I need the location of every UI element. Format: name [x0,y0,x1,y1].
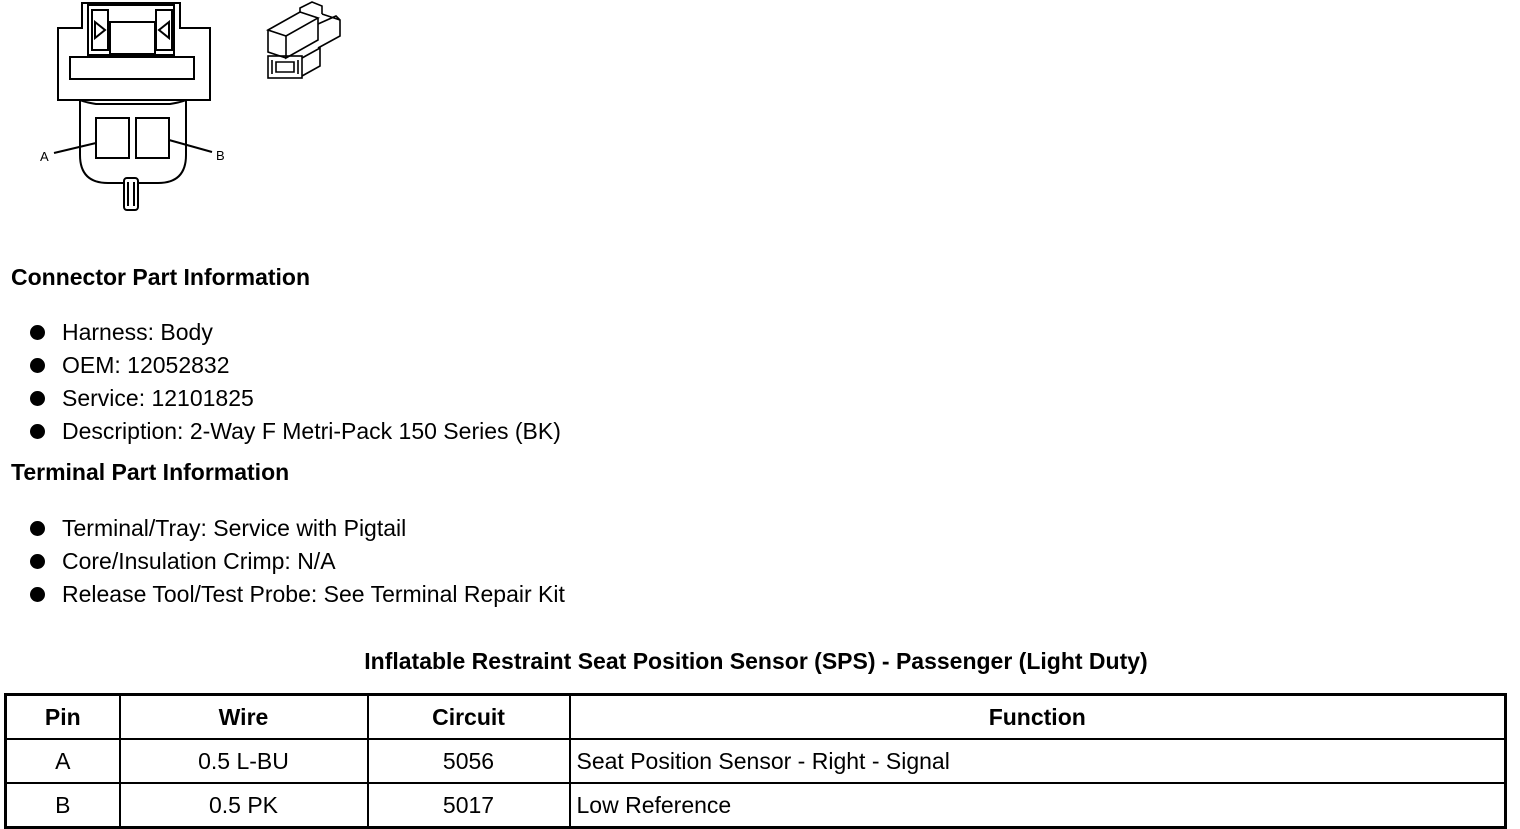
cell-pin: A [6,739,120,783]
connector-section-title: Connector Part Information [11,264,311,290]
header-function: Function [570,695,1506,740]
bullet-icon [30,391,45,406]
connector-info-list [30,316,561,448]
connector-key-tab [124,178,138,210]
bullet-icon [30,358,45,373]
cell-wire: 0.5 PK [120,783,368,828]
table-row [6,739,1506,783]
table-header-row [6,695,1506,740]
cell-pin: B [6,783,120,828]
cell-circuit: 5056 [368,739,570,783]
cell-function: Low Reference [570,783,1506,828]
terminal-section-title: Terminal Part Information [11,459,290,485]
cell-wire: 0.5 L-BU [120,739,368,783]
pin-b-label: B [216,148,225,163]
bullet-icon [30,424,45,439]
cell-function: Seat Position Sensor - Right - Signal [570,739,1506,783]
cavity-a [96,118,129,158]
cavity-b [136,118,169,158]
connector-iso-view [268,2,340,78]
list-item: Service: 12101825 [30,382,561,415]
bullet-icon [30,587,45,602]
header-pin: Pin [6,695,120,740]
terminal-info-list [30,512,565,611]
list-item: Release Tool/Test Probe: See Terminal Repair Kit [30,578,565,611]
list-item: Harness: Body [30,316,561,349]
connector-diagram [0,0,360,230]
pin-table-title: Inflatable Restraint Seat Position Sensor (SPS) - Passenger (Light Duty) [364,648,1148,674]
header-wire: Wire [120,695,368,740]
pin-table [4,693,1507,829]
list-item: OEM: 12052832 [30,349,561,382]
bullet-icon [30,521,45,536]
connector-lock-bar [70,57,194,79]
cell-circuit: 5017 [368,783,570,828]
bullet-icon [30,325,45,340]
table-row [6,783,1506,828]
list-item: Core/Insulation Crimp: N/A [30,545,565,578]
header-circuit: Circuit [368,695,570,740]
list-item: Description: 2-Way F Metri-Pack 150 Series (BK) [30,415,561,448]
pin-a-label: A [40,149,49,164]
bullet-icon [30,554,45,569]
list-item: Terminal/Tray: Service with Pigtail [30,512,565,545]
